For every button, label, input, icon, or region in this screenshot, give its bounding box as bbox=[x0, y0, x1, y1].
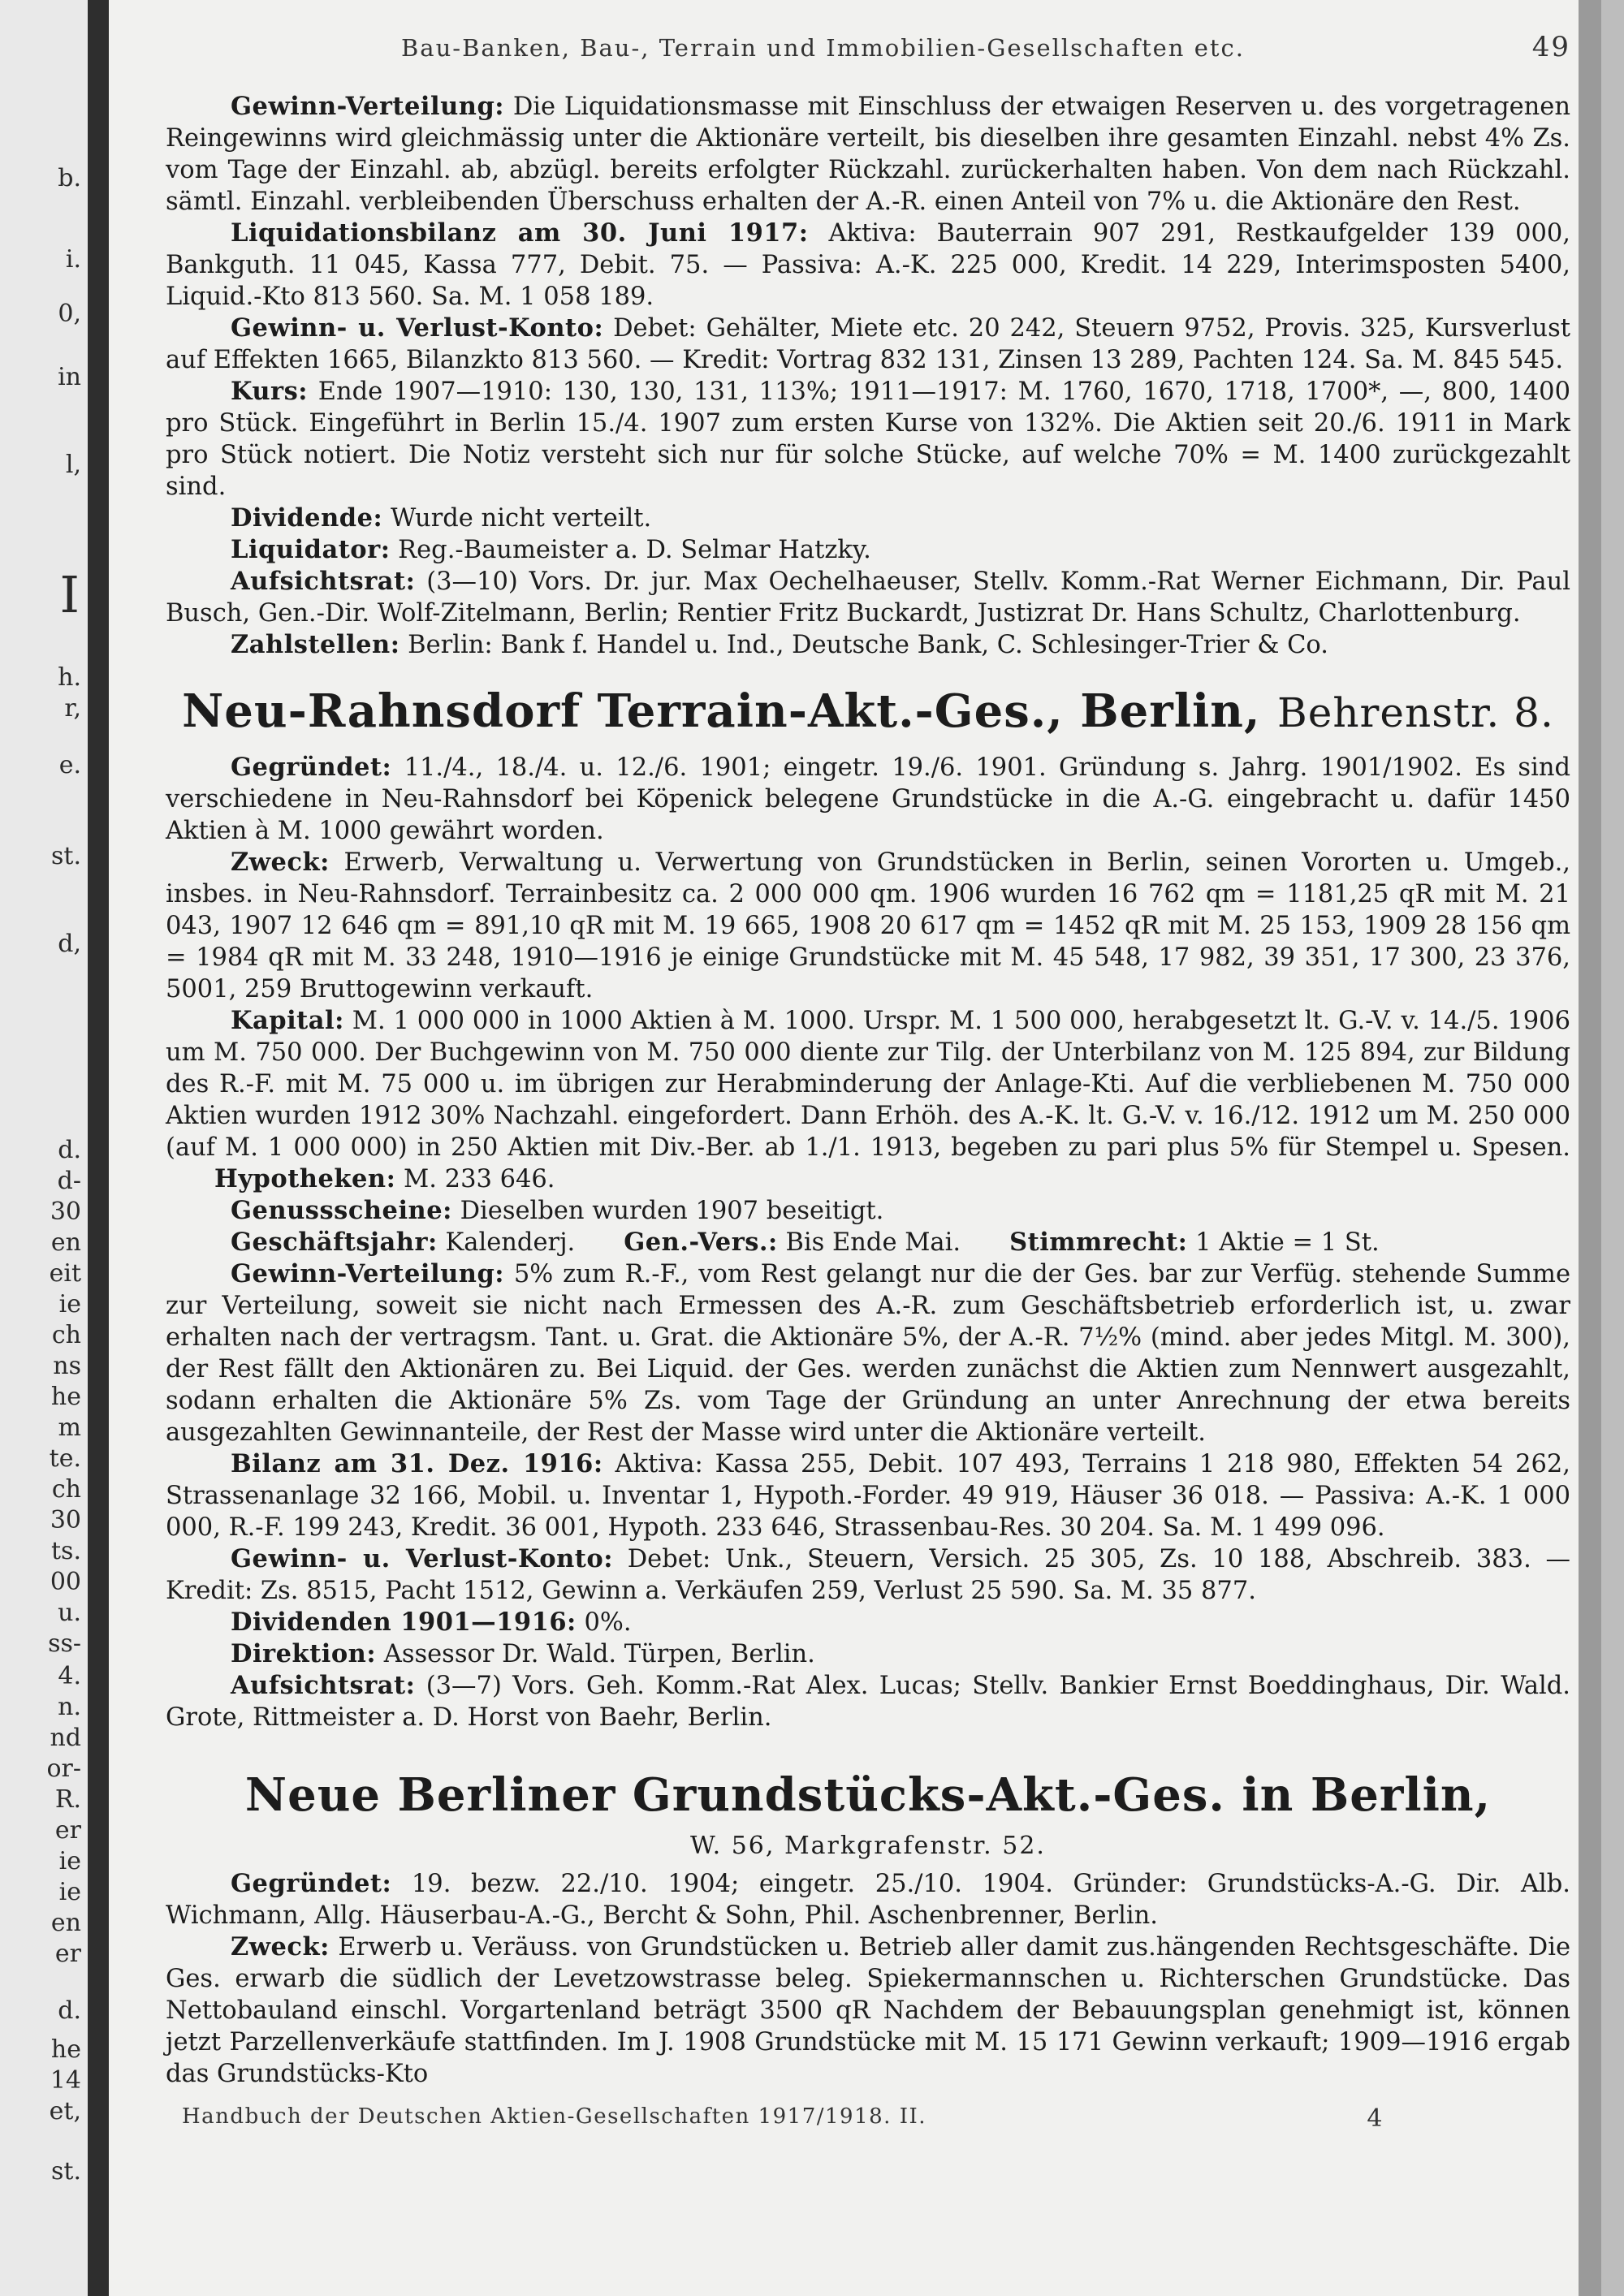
margin-fragment: u. bbox=[58, 1599, 81, 1627]
entry-gegruendet bbox=[166, 1868, 1570, 1931]
entry-label: Zweck: bbox=[231, 848, 330, 878]
margin-fragment: en bbox=[50, 1909, 81, 1937]
margin-fragment: ch bbox=[51, 1321, 81, 1349]
entry-label: Hypotheken: bbox=[214, 1164, 396, 1194]
page-number: 49 bbox=[1531, 31, 1570, 63]
entry-text: Bis Ende Mai. bbox=[777, 1228, 961, 1258]
entry-kapital bbox=[166, 1005, 1570, 1195]
margin-fragment: b. bbox=[58, 164, 81, 192]
margin-fragment: n. bbox=[58, 1693, 81, 1721]
margin-fragment: ie bbox=[58, 1847, 81, 1875]
entry-gewinn-verlust-konto bbox=[166, 1543, 1570, 1607]
margin-fragment: R. bbox=[54, 1785, 81, 1814]
entry-label: Stimmrecht: bbox=[1009, 1228, 1188, 1258]
entry-text: Dieselben wurden 1907 beseitigt. bbox=[451, 1197, 884, 1226]
book-gutter bbox=[88, 0, 109, 2296]
entry-gewinn-verlust-konto bbox=[166, 313, 1570, 376]
margin-fragment: 0, bbox=[58, 300, 81, 328]
entry-direktion bbox=[166, 1638, 1570, 1670]
margin-fragment: 14 bbox=[50, 2066, 81, 2095]
entry-text: 0%. bbox=[576, 1608, 632, 1638]
margin-fragment: m bbox=[58, 1413, 81, 1442]
margin-fragment: te. bbox=[49, 1444, 81, 1473]
entry-text: Aktiva: Bauterrain 907 291, Restkaufgelder 139 000, Bankguth. 11 045, Kassa 777, Debit. 75. — Passiva: A.-K. 225 000, Kredit. 14 229, Interimsposten 5400, Liquid.-Kto 813 560. Sa. M. 1 058 189. bbox=[166, 219, 1570, 311]
publication-title: Handbuch der Deutschen Aktien-Gesellschaften 1917/1918. II. bbox=[182, 2104, 926, 2129]
margin-fragment: I bbox=[59, 565, 80, 624]
entry-text: Kalenderj. bbox=[437, 1228, 576, 1258]
margin-fragment: en bbox=[50, 1228, 81, 1257]
entry-label: Gegründet: bbox=[231, 753, 392, 783]
entry-text: Erwerb, Verwaltung u. Verwertung von Grundstücken in Berlin, seinen Vororten u. Umgeb., insbes. in Neu-Rahnsdorf. Terrainbesitz ca. 2 000 000 qm. 1906 wurden 16 762 qm = 1181,25 qR mit M. 21 043, 1907 12 646 qm = 891,10 qR mit M. 19 665, 1908 20 617 qm = 1452 qR mit M. 25 153, 1909 28 156 qm = 1984 qR mit M. 33 248, 1910—1916 je einige Grundstücke mit M. 45 548, 17 982, 39 351, 17 300, 23 376, 5001, 259 Bruttogewinn verkauft. bbox=[166, 848, 1570, 1004]
margin-fragment: 00 bbox=[50, 1568, 81, 1596]
entry-dividende bbox=[166, 503, 1570, 534]
entry-zahlstellen bbox=[166, 629, 1570, 661]
entry-gewinn-verteilung bbox=[166, 91, 1570, 218]
margin-fragment: st. bbox=[51, 842, 81, 870]
entry-zweck bbox=[166, 1931, 1570, 2090]
margin-fragment: he bbox=[50, 1383, 81, 1411]
entry-text: Reg.-Baumeister a. D. Selmar Hatzky. bbox=[390, 536, 871, 564]
margin-fragment: he bbox=[50, 2035, 81, 2064]
entry-label: Gen.-Vers.: bbox=[624, 1228, 778, 1258]
margin-fragment: d. bbox=[58, 1996, 81, 2025]
entry-label: Gewinn-Verteilung: bbox=[231, 1259, 505, 1289]
margin-fragment: e. bbox=[58, 751, 81, 779]
entry-zweck bbox=[166, 847, 1570, 1005]
running-header bbox=[166, 31, 1570, 63]
margin-fragment: 4. bbox=[58, 1662, 81, 1690]
margin-fragment: et, bbox=[49, 2097, 81, 2126]
entry-text: (3—7) Vors. Geh. Komm.-Rat Alex. Lucas; Stellv. Bankier Ernst Boeddinghaus, Dir. Wald. Grote, Rittmeister a. D. Horst von Baehr, Berlin. bbox=[166, 1672, 1570, 1733]
entry-aufsichtsrat bbox=[166, 1670, 1570, 1733]
margin-fragment: i. bbox=[65, 245, 81, 274]
page-content bbox=[166, 31, 1570, 2133]
entry-text: Ende 1907—1910: 130, 130, 131, 113%; 1911—1917: M. 1760, 1670, 1718, 1700*, —, 800, 1400 pro Stück. Eingeführt in Berlin 15./4. 1907 zum ersten Kurse von 132%. Die Aktien seit 20./6. 1911 in Mark pro Stück notiert. Die Notiz versteht sich nur für solche Stücke, auf welche 70% = M. 1400 zurückgezahlt sind. bbox=[166, 378, 1570, 501]
margin-fragment: er bbox=[54, 1940, 81, 1968]
entry-gewinn-verteilung bbox=[166, 1258, 1570, 1448]
entry-text: Wurde nicht verteilt. bbox=[382, 504, 652, 533]
adjacent-page-strip bbox=[0, 0, 88, 2296]
entry-text: Assessor Dr. Wald. Türpen, Berlin. bbox=[376, 1640, 815, 1669]
entry-text: 11./4., 18./4. u. 12./6. 1901; eingetr. 19./6. 1901. Gründung s. Jahrg. 1901/1902. Es sind verschiedene in Neu-Rahnsdorf bei Köpenick belegene Grundstücke in die A.-G. eingebracht u. dafür 1450 Aktien à M. 1000 gewährt worden. bbox=[166, 753, 1570, 846]
entry-text: 19. bezw. 22./10. 1904; eingetr. 25./10. 1904. Gründer: Grundstücks-A.-G. Dir. Alb. Wichmann, Allg. Häuserbau-A.-G., Bercht & Sohn, Phil. Aschenbrenner, Berlin. bbox=[166, 1869, 1570, 1930]
entry-text: Debet: Unk., Steuern, Versich. 25 305, Zs. 10 188, Abschreib. 383. — Kredit: Zs. 8515, Pacht 1512, Gewinn a. Verkäufen 259, Verlust 25 590. Sa. M. 35 877. bbox=[166, 1545, 1570, 1606]
company-name: Neu-Rahnsdorf Terrain-Akt.-Ges., Berlin, bbox=[182, 684, 1261, 738]
entry-label: Gewinn- u. Verlust-Konto: bbox=[231, 313, 604, 343]
running-title: Bau-Banken, Bau-, Terrain und Immobilien-Gesellschaften etc. bbox=[401, 34, 1245, 62]
entry-liquidator bbox=[166, 534, 1570, 566]
signature-mark: 4 bbox=[1367, 2104, 1384, 2133]
scanned-page bbox=[109, 0, 1601, 2296]
entry-liquidationsbilanz bbox=[166, 218, 1570, 313]
entry-text: Berlin: Bank f. Handel u. Ind., Deutsche Bank, C. Schlesinger-Trier & Co. bbox=[400, 631, 1328, 659]
entry-text: Debet: Gehälter, Miete etc. 20 242, Steuern 9752, Provis. 325, Kursverlust auf Effekten 1665, Bilanzkto 813 560. — Kredit: Vortrag 832 131, Zinsen 13 289, Pachten 124. Sa. M. 845 545. bbox=[166, 314, 1570, 374]
margin-fragment: d, bbox=[58, 930, 81, 958]
section-neue-berliner bbox=[166, 1769, 1570, 2089]
margin-fragment: 30 bbox=[50, 1506, 81, 1534]
entry-aufsichtsrat bbox=[166, 566, 1570, 629]
margin-fragment: or- bbox=[46, 1754, 81, 1783]
entry-label: Zweck: bbox=[231, 1931, 330, 1962]
entry-text: Die Liquidationsmasse mit Einschluss der etwaigen Reserven u. des vorgetragenen Reingewinns wird gleichmässig unter die Aktionäre verteilt, bis dieselben ihre gesamten Einzahl. nebst 4% Zs. vom Tage der Einzahl. ab, abzügl. bereits erfolgter Rückzahl. zurückerhalten haben. Von dem nach Rückzahl. sämtl. Einzahl. verbleibenden Überschuss erhalten der A.-R. einen Anteil von 7% u. die Aktionäre den Rest. bbox=[166, 93, 1570, 216]
margin-fragment: ie bbox=[58, 1290, 81, 1318]
entry-label: Gewinn- u. Verlust-Konto: bbox=[231, 1544, 613, 1574]
margin-fragment: l, bbox=[65, 451, 81, 479]
margin-fragment: ss- bbox=[48, 1629, 81, 1658]
entry-label: Gewinn-Verteilung: bbox=[231, 92, 505, 121]
margin-fragment: d. bbox=[58, 1136, 81, 1164]
margin-fragment: h. bbox=[58, 663, 81, 692]
entry-text: (3—10) Vors. Dr. jur. Max Oechelhaeuser, Stellv. Komm.-Rat Werner Eichmann, Dir. Paul Busch, Gen.-Dir. Wolf-Zitelmann, Berlin; Rentier Fritz Buckardt, Justizrat Dr. Hans Schultz, Charlottenburg. bbox=[166, 568, 1570, 628]
entry-label: Dividenden 1901—1916: bbox=[231, 1608, 577, 1638]
entry-text: M. 233 646. bbox=[395, 1165, 555, 1194]
margin-fragment: nd bbox=[50, 1724, 81, 1752]
entry-geschaeftsjahr bbox=[166, 1227, 1570, 1258]
entry-text: Aktiva: Kassa 255, Debit. 107 493, Terrains 1 218 980, Effekten 54 262, Strassenanlage 32 166, Mobil. u. Inventar 1, Hypoth.-Forder. 49 919, Häuser 36 018. — Passiva: A.-K. 1 000 000, R.-F. 199 243, Kredit. 36 001, Hypoth. 233 646, Strassenbau-Res. 30 204. Sa. M. 1 499 096. bbox=[166, 1450, 1570, 1543]
page-footer bbox=[166, 2104, 1570, 2133]
entry-dividenden bbox=[166, 1607, 1570, 1638]
entry-gegruendet bbox=[166, 752, 1570, 847]
margin-fragment: 30 bbox=[50, 1198, 81, 1226]
margin-fragment: in bbox=[58, 363, 81, 391]
entry-label: Bilanz am 31. Dez. 1916: bbox=[231, 1449, 603, 1479]
margin-fragment: ch bbox=[51, 1475, 81, 1504]
company-title bbox=[166, 685, 1570, 737]
entry-label: Geschäftsjahr: bbox=[231, 1228, 438, 1258]
entry-label: Kapital: bbox=[231, 1006, 344, 1036]
entry-label: Direktion: bbox=[231, 1639, 377, 1669]
entry-label: Kurs: bbox=[231, 377, 309, 406]
company-location: Behrenstr. 8. bbox=[1277, 689, 1554, 736]
entry-label: Dividende: bbox=[231, 503, 383, 533]
entry-label: Gegründet: bbox=[231, 1868, 392, 1898]
company-title: Neue Berliner Grundstücks-Akt.-Ges. in Berlin, bbox=[244, 1768, 1492, 1823]
section-neu-rahnsdorf bbox=[166, 685, 1570, 1733]
margin-fragment: ie bbox=[58, 1878, 81, 1906]
margin-fragment: ns bbox=[53, 1352, 81, 1380]
entry-text: M. 1 000 000 in 1000 Aktien à M. 1000. Urspr. M. 1 500 000, herabgesetzt lt. G.-V. v. 14./5. 1906 um M. 750 000. Der Buchgewinn von M. 750 000 diente zur Tilg. der Unterbilanz von M. 125 894, zur Bildung des R.-F. mit M. 75 000 u. im übrigen zur Herabminderung der Anlage-Kti. Auf die verbliebenen M. 750 000 Aktien wurden 1912 30% Nachzahl. eingefordert. Dann Erhöh. des A.-K. lt. G.-V. v. 16./12. 1912 um M. 250 000 (auf M. 1 000 000) in 250 Aktien mit Div.-Ber. ab 1./1. 1913, begeben zu pari plus 5% für Stempel u. Spesen. bbox=[166, 1007, 1570, 1163]
entry-label: Zahlstellen: bbox=[231, 630, 400, 659]
entry-genussscheine bbox=[166, 1195, 1570, 1227]
entry-label: Liquidationsbilanz am 30. Juni 1917: bbox=[231, 218, 809, 248]
margin-fragment: eit bbox=[49, 1259, 81, 1288]
entry-text: Erwerb u. Veräuss. von Grundstücken u. Betrieb aller damit zus.hängenden Rechtsgeschäfte. Die Ges. erwarb die südlich der Levetzowstrasse beleg. Spiekermannschen u. Richterschen Grundstücke. Das Nettobauland einschl. Vorgartenland beträgt 3500 qR Nachdem der Bebauungsplan genehmigt ist, können jetzt Parzellenverkäufe stattfinden. Im J. 1908 Grundstücke mit M. 15 171 Gewinn verkauft; 1909—1916 ergab das Grundstücks-Kto bbox=[166, 1932, 1570, 2088]
section-liquidation-entry bbox=[166, 91, 1570, 661]
margin-fragment: d- bbox=[57, 1167, 81, 1195]
entry-bilanz bbox=[166, 1448, 1570, 1543]
entry-label: Liquidator: bbox=[231, 535, 391, 564]
entry-text: 1 Aktie = 1 St. bbox=[1187, 1228, 1380, 1258]
margin-fragment: r, bbox=[64, 694, 81, 723]
entry-text: 5% zum R.-F., vom Rest gelangt nur die der Ges. bar zur Verfüg. stehende Summe zur Verteilung, soweit sie nicht nach Ermessen des A.-R. zum Geschäftsbetrieb erforderlich ist, u. zwar erhalten nach der vertragsm. Tant. u. Grat. die Aktionäre 5%, der A.-R. 7½% (mind. aber jedes Mitgl. M. 300), der Rest fällt den Aktionären zu. Bei Liquid. der Ges. werden zunächst die Aktien zum Nennwert ausgezahlt, sodann erhalten die Aktionäre 5% Zs. vom Tage der Gründung an unter Anrechnung der etwa bereits ausgezahlten Gewinnanteile, der Rest der Masse wird unter die Aktionäre verteilt. bbox=[166, 1260, 1570, 1448]
entry-label: Aufsichtsrat: bbox=[231, 567, 416, 596]
page-edge bbox=[1579, 0, 1601, 2296]
margin-fragment: er bbox=[54, 1816, 81, 1845]
entry-label: Aufsichtsrat: bbox=[231, 1671, 416, 1701]
entry-kurs bbox=[166, 376, 1570, 503]
entry-label: Genussscheine: bbox=[231, 1196, 452, 1226]
margin-fragment: st. bbox=[51, 2157, 81, 2186]
company-address: W. 56, Markgrafenstr. 52. bbox=[690, 1831, 1046, 1860]
margin-fragment: ts. bbox=[51, 1537, 81, 1565]
